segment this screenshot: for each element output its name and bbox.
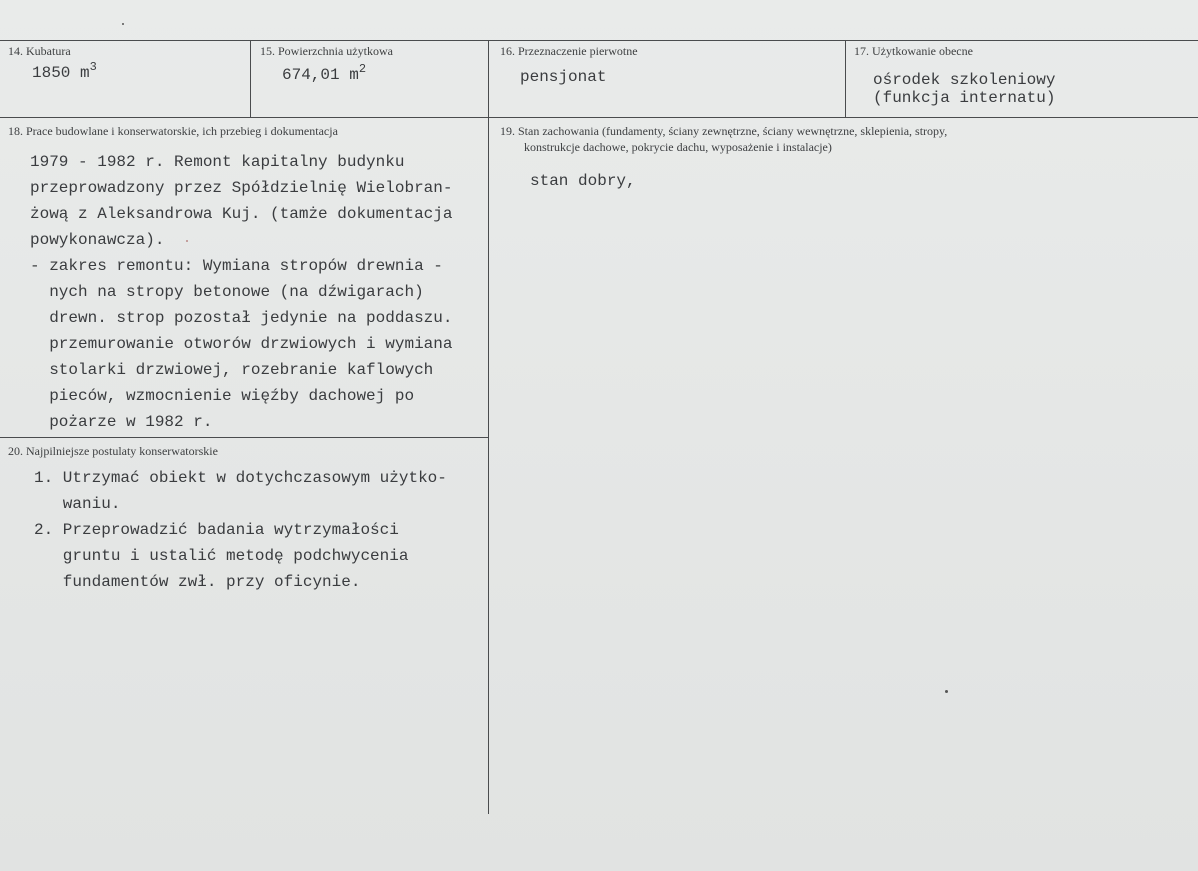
- stan-zachowania-label: 19. Stan zachowania (fundamenty, ściany zewnętrzne, ściany wewnętrzne, sklepienia, stropy,: [500, 124, 948, 138]
- stan-zachowania-label-cont: konstrukcje dachowe, pokrycie dachu, wyposażenie i instalacje): [524, 140, 832, 154]
- paper-speck: [945, 690, 948, 693]
- prace-line: nych na stropy betonowe (na dźwigarach): [30, 283, 424, 301]
- divider-left-right: [488, 117, 489, 814]
- prace-line: żową z Aleksandrowa Kuj. (tamże dokumentacja: [30, 205, 453, 223]
- postulaty-line: fundamentów zwł. przy oficynie.: [34, 573, 361, 591]
- prace-line: pożarze w 1982 r.: [30, 413, 213, 431]
- kubatura-unit-exponent: 3: [89, 60, 97, 74]
- prace-budowlane-label: 18. Prace budowlane i konserwatorskie, ich przebieg i dokumentacja: [8, 124, 338, 138]
- paper-speck: [122, 23, 124, 25]
- prace-line: powykonawcza).: [30, 231, 165, 249]
- prace-line: przeprowadzony przez Spółdzielnię Wielobran-: [30, 179, 453, 197]
- section-18-bottom-border: [0, 437, 489, 438]
- stan-zachowania-value: stan dobry,: [530, 172, 636, 190]
- prace-line: stolarki drzwiowej, rozebranie kaflowych: [30, 361, 434, 379]
- uzytkowanie-value: [873, 71, 1055, 107]
- postulaty-text: [34, 465, 447, 595]
- powierzchnia-label: 15. Powierzchnia użytkowa: [260, 44, 393, 58]
- postulaty-line: 2. Przeprowadzić badania wytrzymałości: [34, 521, 399, 539]
- przeznaczenie-value: pensjonat: [520, 68, 607, 86]
- uzytkowanie-line: ośrodek szkoleniowy: [873, 71, 1056, 89]
- przeznaczenie-label: 16. Przeznaczenie pierwotne: [500, 44, 638, 58]
- prace-line: pieców, wzmocnienie więźby dachowej po: [30, 387, 415, 405]
- prace-line: drewn. strop pozostał jedynie na poddaszu.: [30, 309, 453, 327]
- top-row-top-border: [0, 40, 1198, 41]
- postulaty-line: 1. Utrzymać obiekt w dotychczasowym użytko-: [34, 469, 447, 487]
- uzytkowanie-label: 17. Użytkowanie obecne: [854, 44, 973, 58]
- top-row-bottom-border: [0, 117, 1198, 118]
- divider-15-16: [488, 40, 489, 117]
- paper-speck: [186, 240, 188, 242]
- powierzchnia-value: 674,01 $m^2$: [282, 62, 367, 84]
- prace-line: przemurowanie otworów drzwiowych i wymiana: [30, 335, 453, 353]
- kubatura-value: 1850 $m^3$: [32, 60, 97, 82]
- prace-budowlane-text: [30, 149, 452, 435]
- prace-line: - zakres remontu: Wymiana stropów drewnia -: [30, 257, 443, 275]
- postulaty-label: 20. Najpilniejsze postulaty konserwatorskie: [8, 444, 218, 458]
- prace-line: 1979 - 1982 r. Remont kapitalny budynku: [30, 153, 405, 171]
- divider-14-15: [250, 40, 251, 117]
- postulaty-line: waniu.: [34, 495, 121, 513]
- postulaty-line: gruntu i ustalić metodę podchwycenia: [34, 547, 409, 565]
- powierzchnia-unit-exponent: 2: [358, 62, 367, 76]
- kubatura-label: 14. Kubatura: [8, 44, 71, 58]
- uzytkowanie-line: (funkcja internatu): [873, 89, 1056, 107]
- divider-16-17: [845, 40, 846, 117]
